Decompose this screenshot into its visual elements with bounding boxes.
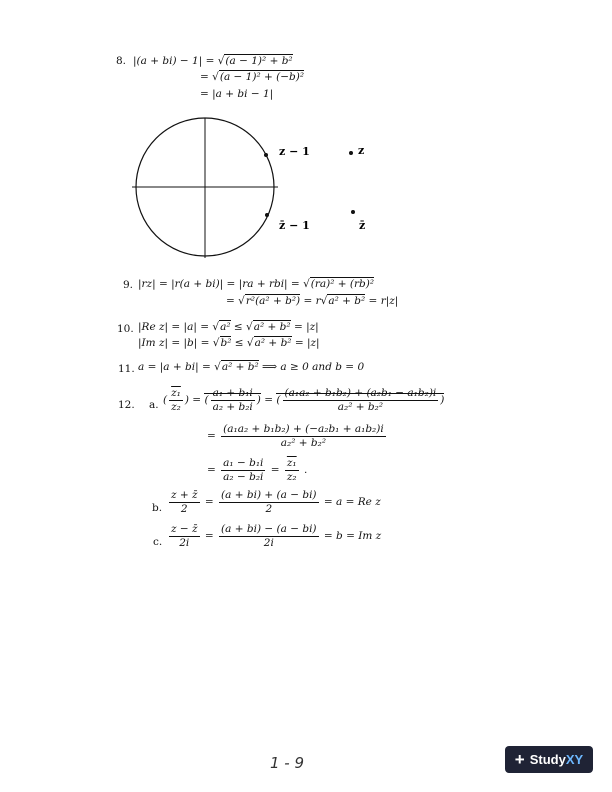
problem-12a-line-3 — [207, 458, 307, 482]
problem-10-le-1: ≤ — [230, 321, 247, 333]
label-zbar: z̄ — [359, 219, 366, 232]
frac-diff-expanded-num: (a + bi) − (a − bi) — [221, 523, 317, 535]
problem-10-im-lhs: |Im z| = |b| = — [138, 337, 213, 349]
problem-10-le-2: ≤ — [231, 337, 247, 349]
frac-diff-expanded — [219, 524, 318, 548]
problem-12c-result: = b = Im z — [323, 530, 382, 542]
problem-11-lhs: a = |a + bi| = — [138, 361, 215, 373]
problem-8-number: 8. — [116, 55, 127, 67]
problem-9-lhs: |rz| = |r(a + bi)| = |ra + rbi| = — [138, 278, 304, 290]
eq-12a-1: = — [192, 394, 202, 406]
problem-8-eq: = — [200, 71, 209, 83]
problem-10-rad-1: a² — [220, 321, 231, 333]
problem-10-rad-2: a² + b² — [253, 321, 291, 333]
eq-12c-1: = — [204, 530, 214, 542]
problem-9-line-1: |rz| = |r(a + bi)| = |ra + rbi| = √(ra)² + (rb)² — [138, 278, 375, 290]
problem-11-rhs: ⟹ a ≥ 0 and b = 0 — [258, 361, 365, 373]
frac-expanded — [283, 388, 439, 412]
problem-12b-result: = a = Re z — [323, 496, 381, 508]
problem-9-tail: = r|z| — [365, 295, 399, 307]
problem-9-mid: = r — [300, 295, 321, 307]
point-z — [349, 151, 353, 155]
point-zbar-minus-1 — [265, 213, 269, 217]
badge-xy: XY — [565, 752, 584, 767]
problem-10-tail-1: = |z| — [290, 321, 319, 333]
frac-conjugated — [221, 424, 386, 448]
frac-conj-parts — [221, 458, 265, 482]
frac-conj-parts-num: a₁ − b₁i — [223, 457, 264, 469]
label-zbar-minus-1: z̄ − 1 — [279, 219, 310, 232]
frac-conjugated-den: a₂² + b₂² — [280, 436, 327, 449]
problem-10-number: 10. — [117, 323, 134, 335]
problem-12a-label: a. — [149, 399, 159, 411]
problem-11-rad: a² + b² — [221, 361, 259, 373]
frac-a1b1-a2b2 — [211, 388, 255, 412]
frac-expanded-den: a₂² + b₂² — [337, 400, 384, 413]
problem-10-line-1: |Re z| = |a| = √a² ≤ √a² + b² = |z| — [138, 321, 319, 333]
badge-study: Study — [529, 752, 566, 767]
problem-8-line-1: |(a + bi) − 1| = √(a − 1)² + b² — [133, 55, 293, 67]
frac-z1-num: z₁ — [171, 387, 181, 399]
problem-9-eq: = — [226, 295, 239, 307]
problem-11-number: 11. — [118, 363, 135, 375]
frac-z-minus-zbar-den: 2i — [179, 536, 190, 549]
plus-icon: + — [514, 749, 525, 769]
frac-zbar1-num: z₁ — [286, 457, 297, 469]
problem-9-rad-2: r²(a² + b²) — [245, 295, 301, 307]
problem-12c-line — [167, 524, 381, 548]
problem-8-lhs: |(a + bi) − 1| = — [133, 55, 218, 67]
frac-z-plus-zbar — [169, 490, 200, 514]
problem-10-rad-3: b² — [220, 337, 232, 349]
problem-9-rad-3: a² + b² — [328, 295, 366, 307]
problem-10-tail-2: = |z| — [291, 337, 320, 349]
problem-9-number: 9. — [123, 279, 134, 291]
frac-conjugated-num: (a₁a₂ + b₁b₂) + (−a₂b₁ + a₁b₂)i — [223, 423, 384, 435]
frac-a2b2-den: a₂ + b₂i — [212, 400, 253, 413]
problem-8-rad-2: (a − 1)² + (−b)² — [219, 71, 305, 83]
problem-12b-label: b. — [152, 502, 163, 514]
conj-bar-12a-2: ( $\frac{\text{a₁ + b₁i}}{\text{a₂ + b₂i}}$ ) — [204, 387, 261, 413]
frac-sum-expanded-den: 2 — [265, 502, 273, 515]
problem-9-line-2: = √r²(a² + b²) = r√a² + b² = r|z| — [226, 295, 399, 307]
problem-12b-line — [167, 490, 381, 514]
point-zbar — [351, 210, 355, 214]
frac-z-plus-zbar-num: z + z̄ — [171, 489, 198, 501]
label-z-minus-1: z − 1 — [279, 145, 310, 158]
problem-9-rad-1: (ra)² + (rb)² — [310, 278, 375, 290]
frac-sum-expanded — [219, 490, 318, 514]
eq-12a-4: = — [207, 464, 216, 476]
problem-12a-line-2 — [207, 424, 388, 448]
frac-zbar1-zbar2 — [285, 458, 299, 482]
eq-12a-5: = — [270, 464, 280, 476]
frac-diff-expanded-den: 2i — [263, 536, 274, 549]
frac-z-minus-zbar — [169, 524, 200, 548]
frac-zbar2-den: z₂ — [286, 470, 297, 483]
frac-z-minus-zbar-num: z − z̄ — [171, 523, 198, 535]
conj-bar-12a-3: ( $\frac{\text{(a₁a₂ + b₁b₂) + (a₂b₁ − a₁b₂)i}}{\text{a₂² + b₂²}}$ ) — [276, 387, 445, 413]
problem-12-number: 12. — [118, 399, 135, 411]
point-z-minus-1 — [264, 153, 268, 157]
problem-10-rad-4: a² + b² — [254, 337, 292, 349]
problem-12a-line-1: ( $\frac{\text{z₁}}{\text{z₂}}$ ) = ( $\frac{\text{a₁ + b₁i}}{\text{a₂ + b₂i}}$ ) = ( $\frac{\text{(a₁a₂ + b₁b₂) + (a₂b₁ − a₁b₂)i}}{\text{a₂² + b₂²}}$ ) — [163, 387, 445, 413]
eq-12a-3: = — [207, 430, 216, 442]
frac-conj-parts-den: a₂ − b₂i — [223, 470, 264, 483]
eq-12a-2: = — [264, 394, 274, 406]
frac-z-plus-zbar-den: 2 — [180, 502, 188, 515]
problem-8-line-3: = |a + bi − 1| — [200, 88, 274, 100]
studyxy-badge[interactable] — [505, 746, 593, 773]
label-z: z — [358, 144, 365, 157]
page-number: 1 - 9 — [270, 754, 305, 772]
frac-z1-z2 — [169, 388, 183, 412]
problem-8-line-2: = √(a − 1)² + (−b)² — [200, 71, 305, 83]
frac-expanded-num: (a₁a₂ + b₁b₂) + (a₂b₁ − a₁b₂)i — [284, 387, 437, 399]
frac-sum-expanded-num: (a + bi) + (a − bi) — [221, 489, 317, 501]
frac-z2-den: z₂ — [171, 400, 181, 413]
period-12a: . — [303, 464, 308, 476]
frac-a1b1-num: a₁ + b₁i — [212, 387, 253, 399]
complex-plane-figure — [0, 112, 612, 272]
problem-11-line: a = |a + bi| = √a² + b² ⟹ a ≥ 0 and b = 0 — [138, 361, 365, 373]
problem-8-rad-1: (a − 1)² + b² — [225, 55, 293, 67]
problem-12c-label: c. — [153, 536, 163, 548]
eq-12b-1: = — [204, 496, 214, 508]
problem-10-re-lhs: |Re z| = |a| = — [138, 321, 213, 333]
problem-10-line-2: |Im z| = |b| = √b² ≤ √a² + b² = |z| — [138, 337, 320, 349]
badge-text — [530, 752, 583, 767]
